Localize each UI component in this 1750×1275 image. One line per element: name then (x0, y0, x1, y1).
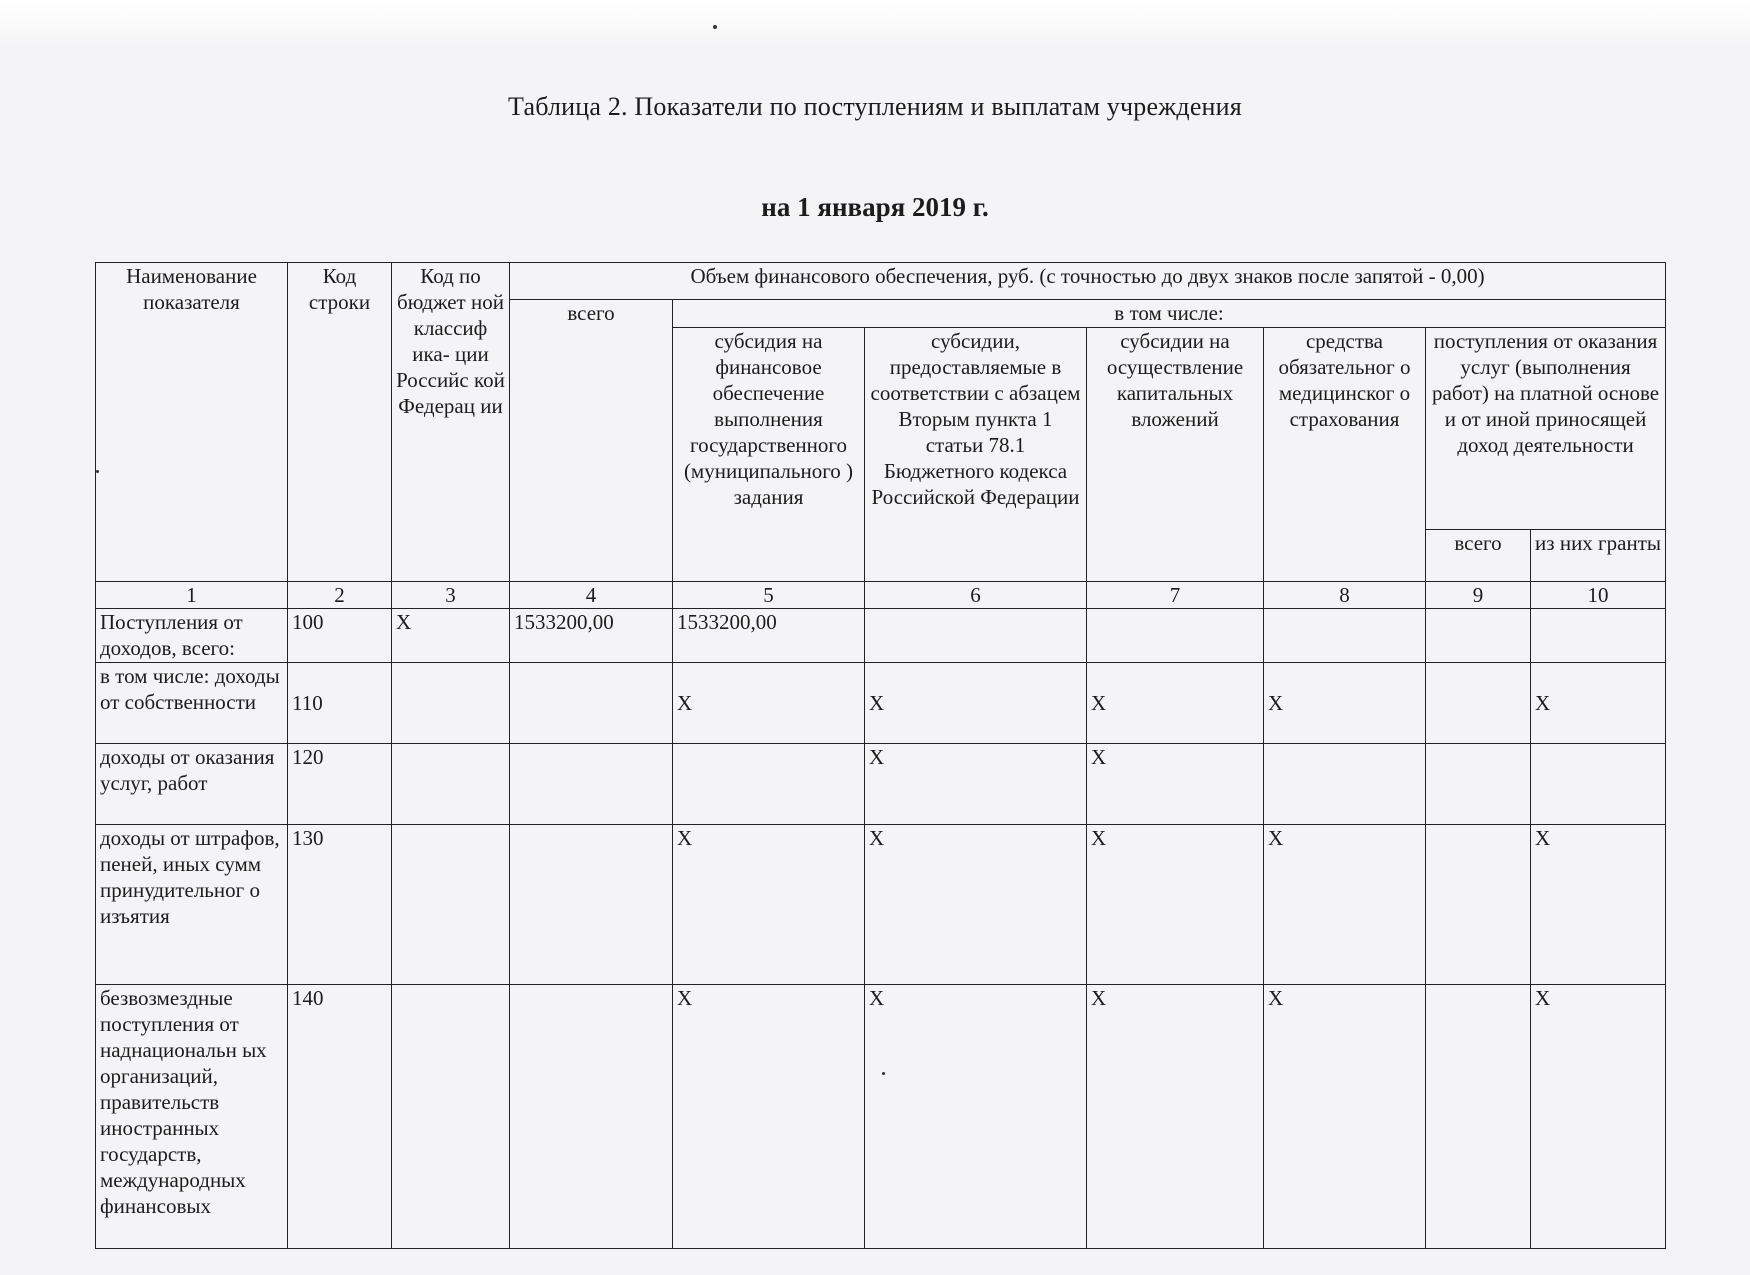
row-cell: Х (865, 663, 1087, 744)
header-code: Код строки (288, 263, 392, 582)
row-cell: Х (1264, 825, 1426, 985)
column-number: 4 (510, 582, 673, 609)
row-cell: Х (865, 744, 1087, 825)
row-code: 130 (288, 825, 392, 985)
row-cell: Х (673, 985, 865, 1249)
row-cell: Х (1087, 744, 1264, 825)
row-cell: Х (1264, 985, 1426, 1249)
row-cell (865, 609, 1087, 663)
row-cell: Х (1087, 825, 1264, 985)
table-row (96, 744, 1666, 825)
row-cell: Х (865, 825, 1087, 985)
document-title: Таблица 2. Показатели по поступлениям и выплатам учреждения (508, 92, 1242, 121)
table-row (96, 985, 1666, 1249)
row-cell (510, 985, 673, 1249)
row-cell (1264, 744, 1426, 825)
row-cell (510, 663, 673, 744)
row-name: в том числе: доходы от собственности (96, 663, 288, 744)
row-cell (392, 663, 510, 744)
column-number: 3 (392, 582, 510, 609)
column-number: 5 (673, 582, 865, 609)
row-cell: Х (865, 985, 1087, 1249)
row-cell: Х (392, 609, 510, 663)
document-subtitle: на 1 января 2019 г. (761, 192, 989, 222)
header-budget-code: Код по бюджет ной классиф ика- ции Российс кой Федерац ии (392, 263, 510, 582)
row-cell: Х (1531, 825, 1666, 985)
table-row (96, 825, 1666, 985)
row-cell: Х (673, 663, 865, 744)
header-subsidy-capital: субсидии на осуществление капитальных вложений (1087, 328, 1264, 582)
row-cell (1087, 609, 1264, 663)
header-paid-services: поступления от оказания услуг (выполнения работ) на платной основе и от иной приносящей доход деятельности (1426, 328, 1666, 530)
header-total: всего (510, 300, 673, 582)
row-cell: 1533200,00 (673, 609, 865, 663)
column-number: 7 (1087, 582, 1264, 609)
column-number: 6 (865, 582, 1087, 609)
header-oms: средства обязательног о медицинског о страхования (1264, 328, 1426, 582)
header-name: Наименование показателя (96, 263, 288, 582)
row-cell: Х (1087, 985, 1264, 1249)
header-row-1 (96, 263, 1666, 300)
row-cell (392, 825, 510, 985)
column-number: 10 (1531, 582, 1666, 609)
row-code: 120 (288, 744, 392, 825)
row-cell: Х (1531, 985, 1666, 1249)
header-volume: Объем финансового обеспечения, руб. (с точностью до двух знаков после запятой - 0,00) (510, 263, 1666, 300)
row-cell (673, 744, 865, 825)
row-name: безвозмездные поступления от наднациональн ых организаций, правительств иностранных государств, международных финансовых (96, 985, 288, 1249)
row-name: доходы от штрафов, пеней, иных сумм принудительног о изъятия (96, 825, 288, 985)
row-code: 100 (288, 609, 392, 663)
row-cell (1426, 663, 1531, 744)
column-number: 1 (96, 582, 288, 609)
row-cell (510, 744, 673, 825)
row-cell (1426, 744, 1531, 825)
row-cell (1531, 744, 1666, 825)
row-cell (392, 744, 510, 825)
row-cell (1426, 825, 1531, 985)
row-name: Поступления от доходов, всего: (96, 609, 288, 663)
row-cell: 1533200,00 (510, 609, 673, 663)
header-subsidy-781: субсидии, предоставляемые в соответствии с абзацем Вторым пункта 1 статьи 78.1 Бюджетного кодекса Российской Федерации (865, 328, 1087, 582)
column-number: 2 (288, 582, 392, 609)
row-cell: Х (1087, 663, 1264, 744)
scan-top-edge (0, 0, 1750, 50)
row-cell: Х (673, 825, 865, 985)
indicators-table (95, 262, 1666, 1249)
scan-speck (713, 25, 717, 29)
row-cell (510, 825, 673, 985)
row-cell (1264, 609, 1426, 663)
table-row (96, 663, 1666, 744)
column-number: 9 (1426, 582, 1531, 609)
header-including: в том числе: (673, 300, 1666, 328)
column-number: 8 (1264, 582, 1426, 609)
row-cell (1426, 985, 1531, 1249)
row-cell (392, 985, 510, 1249)
row-code: 110 (288, 663, 392, 744)
header-grants: из них гранты (1531, 530, 1666, 582)
row-code: 140 (288, 985, 392, 1249)
row-cell (1531, 609, 1666, 663)
row-cell: Х (1264, 663, 1426, 744)
row-name: доходы от оказания услуг, работ (96, 744, 288, 825)
row-cell: Х (1531, 663, 1666, 744)
header-paid-total: всего (1426, 530, 1531, 582)
header-subsidy-task: субсидия на финансовое обеспечение выполнения государственного (муниципального ) задания (673, 328, 865, 582)
column-numbers-row (96, 582, 1666, 609)
row-cell (1426, 609, 1531, 663)
table-row (96, 609, 1666, 663)
